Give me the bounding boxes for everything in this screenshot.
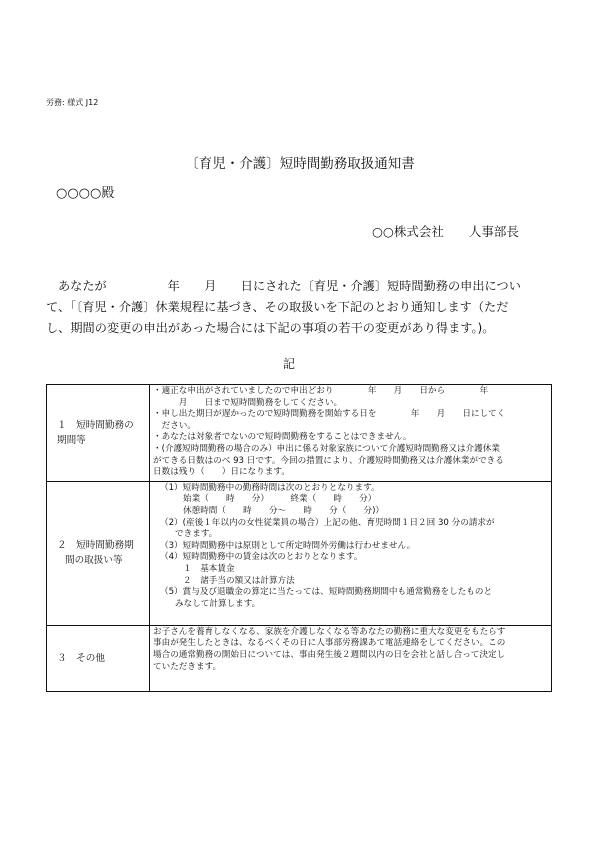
content-line: （5）賞与及び退職金の算定に当たっては、短時間勤務期間中も通常勤務をしたものと (160, 587, 493, 598)
row-heading (47, 385, 150, 482)
content-line: 日数は残り（ ）日になります。 (153, 467, 290, 478)
table-row (47, 481, 552, 625)
issuer: ○○株式会社 人事部長 (372, 224, 519, 239)
body-line: あなたが 年 月 日にされた〔育児・介護〕短時間勤務の申出につい (58, 279, 521, 293)
content-line: がてきる日数はのべ 93 日です。今回の措置により、介護短時間勤務又は介護休業ができる (153, 455, 504, 466)
row-heading-line: 間の取扱い等 (65, 555, 123, 567)
details-table (46, 384, 552, 692)
content-line: できます。 (175, 529, 218, 540)
content-line: （2）(産後１年以内の女性従業員の場合）上記の他、育児時間１日２回 30 分の請求が (160, 517, 495, 528)
table-row (47, 625, 552, 691)
content-line: （3）短時間勤務中は原則として所定時間外労働は行わせません。 (160, 540, 416, 551)
body-paragraph (46, 276, 558, 339)
row-content (150, 481, 552, 625)
row-heading-line: 期間等 (57, 434, 86, 446)
content-line: 始業（ 時 分） 終業（ 時 分） (183, 494, 377, 505)
row-heading-line: １ 短時間勤務の (57, 419, 134, 431)
content-line: ・適正な申出がされていましたので申出どおり 年 月 日から 年 (153, 386, 489, 396)
document-title: 〔育児・介護〕短時間勤務取扱通知書 (185, 156, 415, 172)
content-line: ださい。 (153, 420, 196, 431)
content-line: ・申し出た期日が遅かったので短時間勤務を開始する日を 年 月 日にしてく (153, 409, 506, 420)
content-line: （4）短時間勤務中の賃金は次のとおりとなります。 (160, 552, 363, 563)
content-line: ２ 諸手当の額又は計算方法 (183, 575, 295, 586)
content-line: 休憩時間（ 時 分～ 時 分（ 分)） (183, 505, 385, 516)
addressee: ○○○○殿 (56, 186, 115, 201)
content-line: 事由が発生したときは、なるべくその日に人事部労務課あて電話連絡をしてください。この (153, 638, 506, 649)
content-line: １ 基本賃金 (183, 563, 235, 574)
row-heading (47, 481, 150, 625)
content-line: 場合の通常勤務の開始日については、事由発生後２週間以内の日を会社と話し合って決定し (153, 649, 506, 660)
body-line: し、期間の変更の申出があった場合には下記の事項の若干の変更があり得ます。)。 (46, 321, 495, 335)
content-line: ・(介護短時間勤務の場合のみ）申出に係る対象家族について介護短時間勤務又は介護休業 (153, 443, 500, 454)
ki-heading: 記 (282, 357, 295, 371)
row-heading-line: ２ 短時間勤務期 (57, 540, 134, 552)
row-heading-line: ３ その他 (57, 652, 105, 664)
row-heading (47, 625, 150, 691)
table-row (47, 385, 552, 482)
content-line: お子さんを養育しなくなる、家族を介護しなくなる等あなたの勤務に重大な変更をもたらす (153, 626, 506, 637)
body-line: て、「〔育児・介護〕休業規程に基づき、その取扱いを下記のとおり通知します（ただ (46, 300, 509, 314)
content-line: ・あなたは対象者でないので短時間勤務をすることはできません。 (153, 432, 412, 443)
content-line: （1）短時間勤務中の勤務時間は次のとおりとなります。 (160, 482, 380, 493)
form-id: 労務: 様式 J12 (46, 98, 99, 107)
content-line: ていただきます。 (153, 661, 222, 672)
content-line: みなして計算します。 (175, 598, 261, 609)
content-line: 月 日まで短時間勤務をしてください。 (153, 397, 343, 408)
row-content (150, 625, 552, 691)
row-content (150, 385, 552, 482)
